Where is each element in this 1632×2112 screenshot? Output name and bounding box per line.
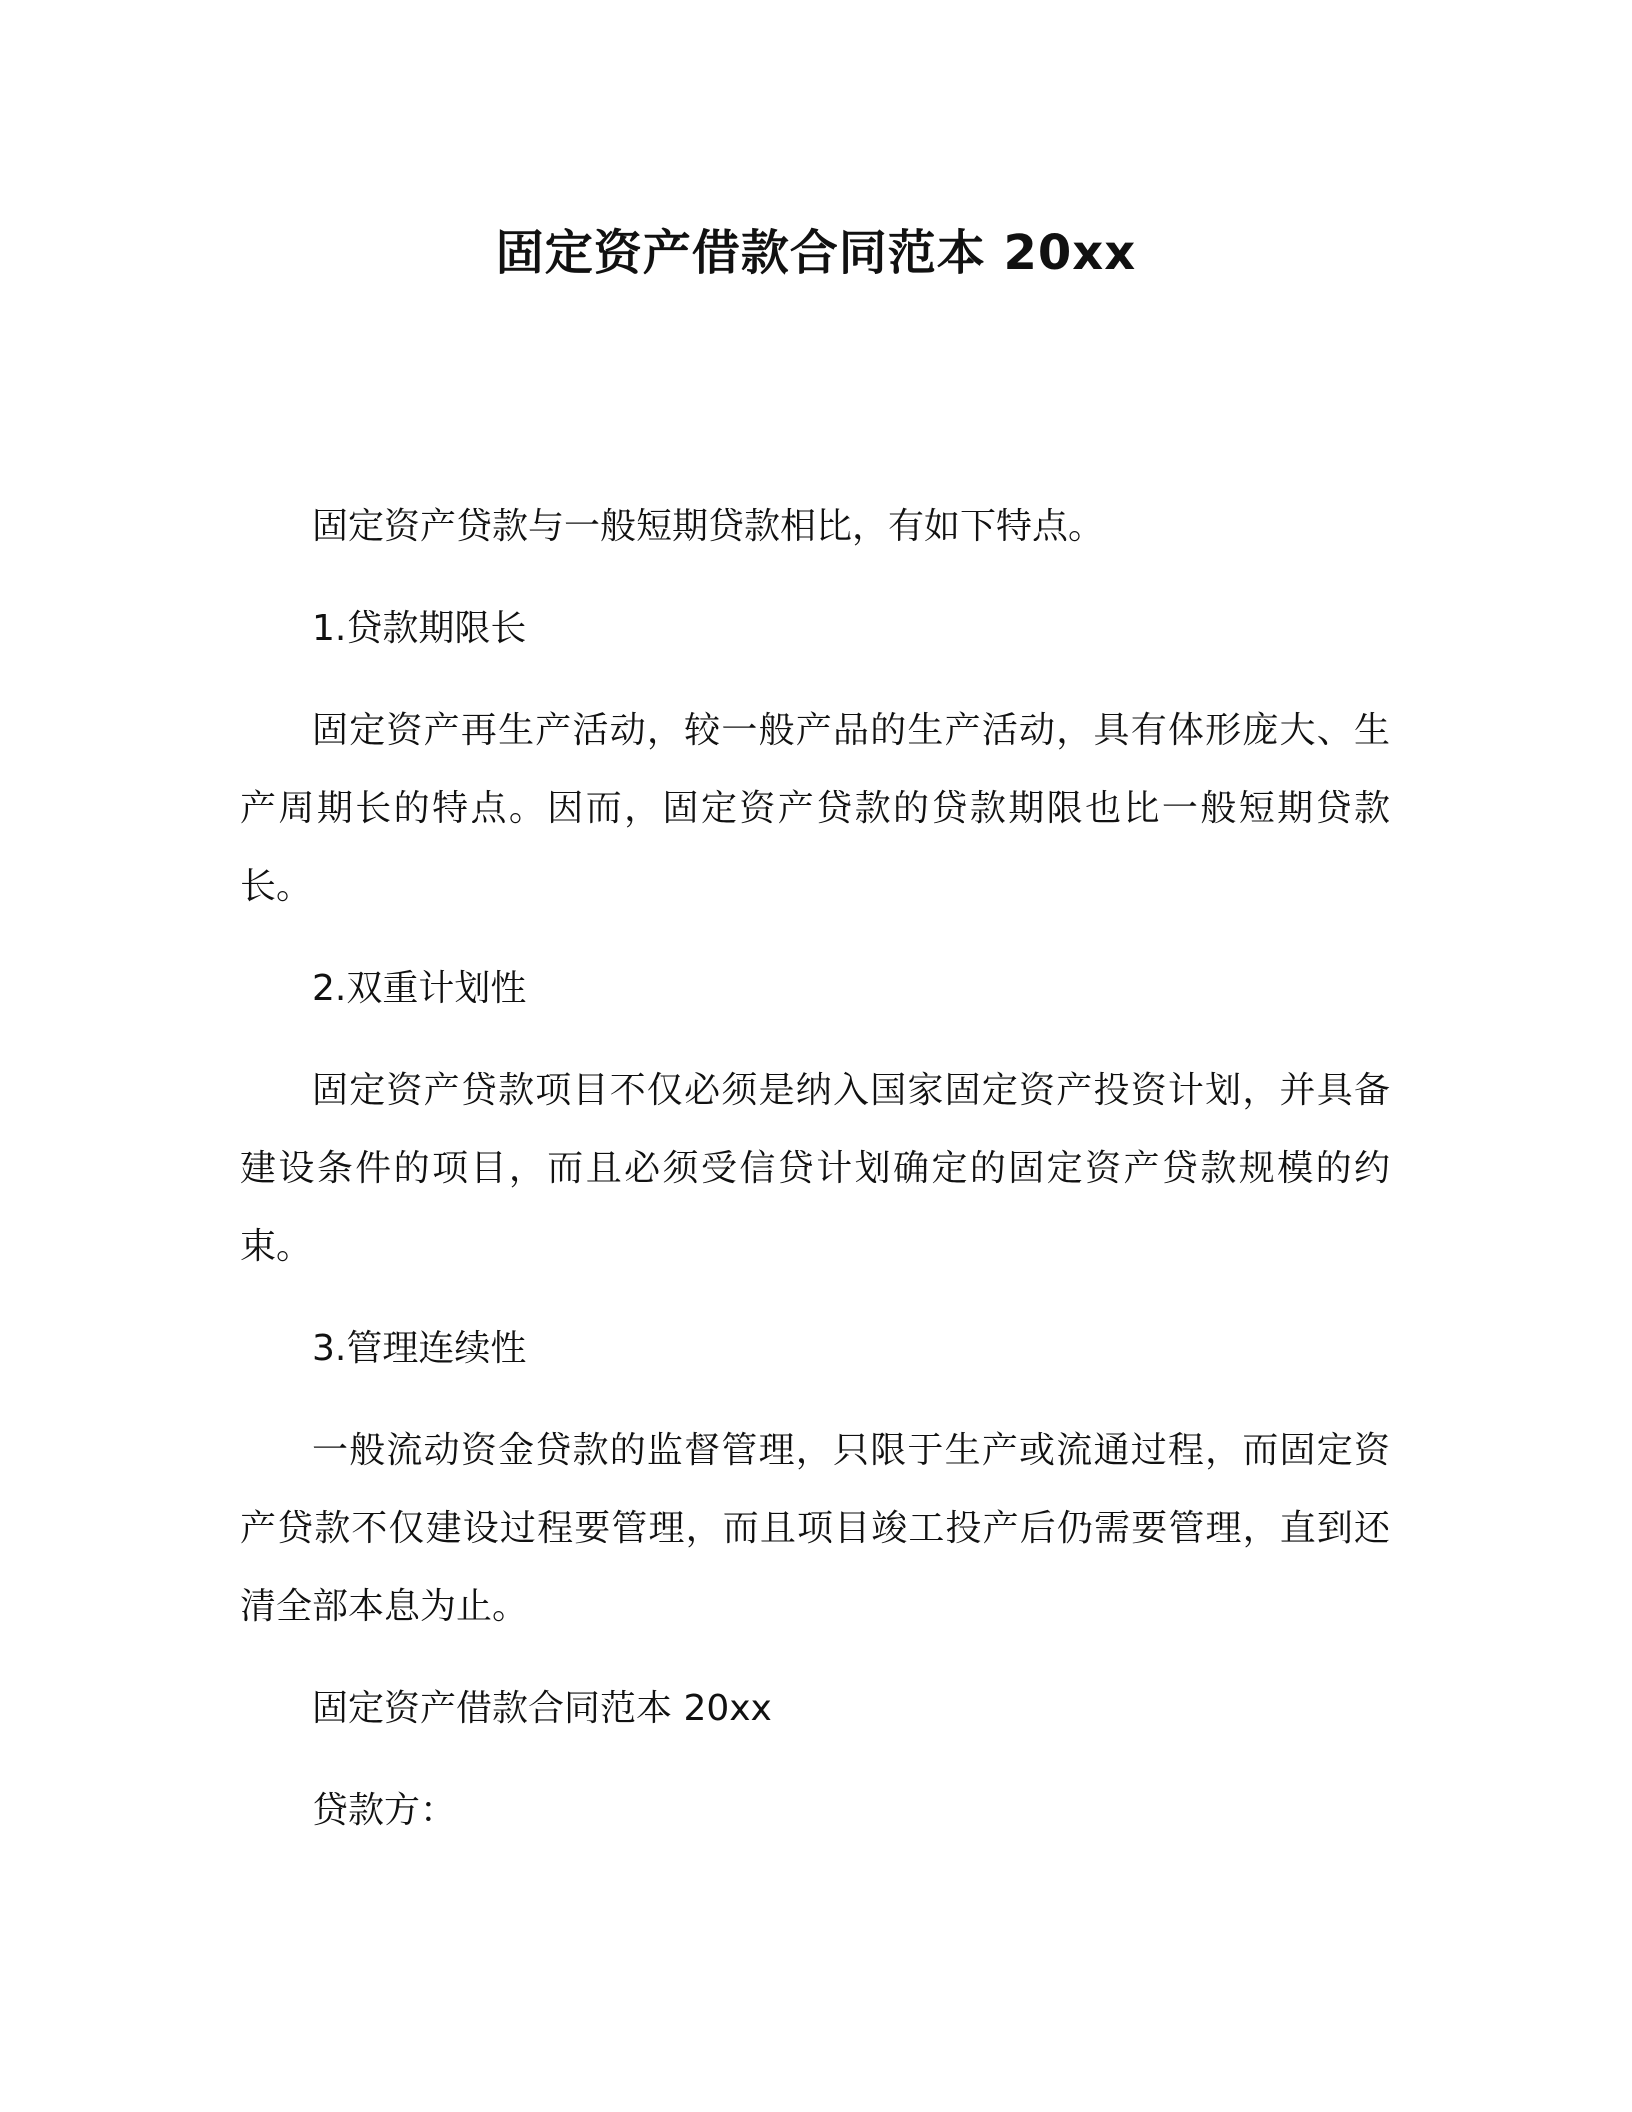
paragraph-dual-planning: 固定资产贷款项目不仅必须是纳入国家固定资产投资计划，并具备建设条件的项目，而且必须受信贷计划确定的固定资产贷款规模的约束。 [240,1070,1390,1267]
intro-paragraph: 固定资产贷款与一般短期贷款相比，有如下特点。 [312,506,1105,547]
heading-management-continuity: 3.管理连续性 [312,1328,527,1369]
paragraph-loan-term: 固定资产再生产活动，较一般产品的生产活动，具有体形庞大、生产周期长的特点。因而，固定资产贷款的贷款期限也比一般短期贷款长。 [240,710,1390,907]
lender-label: 贷款方： [312,1790,457,1831]
contract-template-heading: 固定资产借款合同范本 20xx [312,1688,772,1729]
document-body [240,488,1390,1874]
heading-loan-term: 1.贷款期限长 [312,608,527,649]
document-title: 固定资产借款合同范本 20xx [495,225,1137,281]
heading-dual-planning: 2.双重计划性 [312,968,527,1009]
paragraph-management-continuity: 一般流动资金贷款的监督管理，只限于生产或流通过程，而固定资产贷款不仅建设过程要管理，而且项目竣工投产后仍需要管理，直到还清全部本息为止。 [240,1430,1390,1627]
